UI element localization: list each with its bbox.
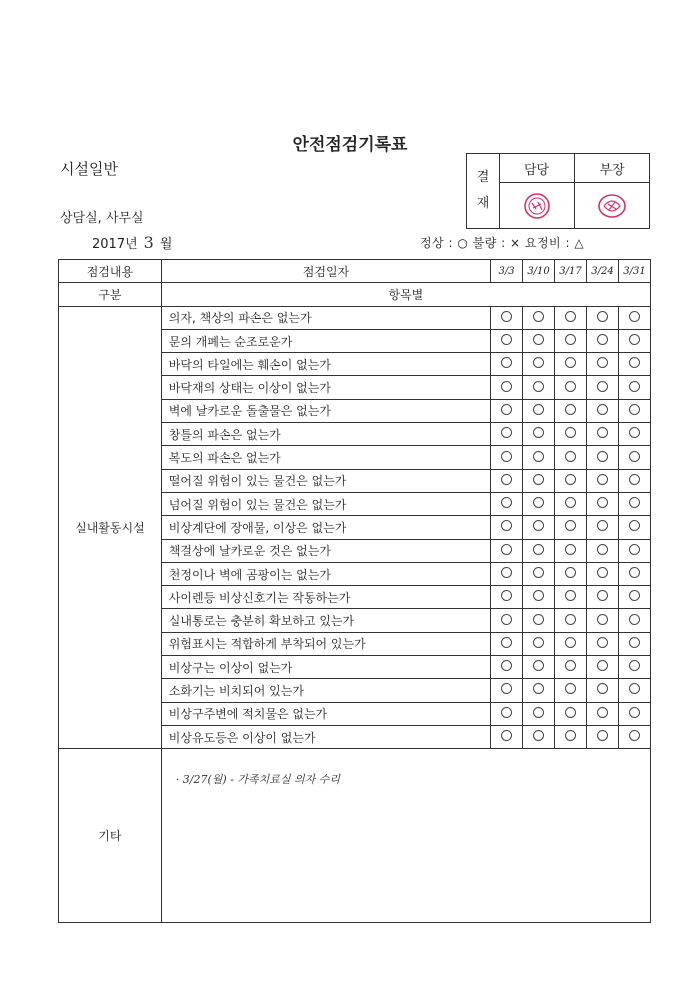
approval-col2-label: 부장 xyxy=(575,154,649,183)
circle-mark-icon xyxy=(565,614,576,625)
check-mark xyxy=(491,656,523,679)
row-category-label: 구분 xyxy=(59,283,162,306)
checklist-item: 천정이나 벽에 곰팡이는 없는가 xyxy=(161,562,490,585)
check-mark xyxy=(587,586,619,609)
circle-mark-icon xyxy=(501,451,512,462)
circle-mark-icon xyxy=(629,497,640,508)
other-label: 기타 xyxy=(59,749,162,923)
check-mark xyxy=(491,679,523,702)
check-mark xyxy=(491,446,523,469)
check-mark xyxy=(618,353,650,376)
rooms-label: 상담실, 사무실 xyxy=(60,211,144,226)
circle-mark-icon xyxy=(533,497,544,508)
check-mark xyxy=(523,632,555,655)
circle-mark-icon xyxy=(565,334,576,345)
check-mark xyxy=(523,656,555,679)
check-mark xyxy=(523,586,555,609)
check-mark xyxy=(523,539,555,562)
check-mark xyxy=(587,632,619,655)
check-mark xyxy=(618,539,650,562)
circle-mark-icon xyxy=(629,660,640,671)
check-mark xyxy=(523,702,555,725)
check-mark xyxy=(491,562,523,585)
circle-mark-icon xyxy=(565,637,576,648)
circle-mark-icon xyxy=(501,567,512,578)
check-mark xyxy=(618,306,650,329)
circle-mark-icon xyxy=(629,427,640,438)
circle-mark-icon xyxy=(501,730,512,741)
check-mark xyxy=(587,562,619,585)
date-line xyxy=(92,233,172,252)
check-mark xyxy=(523,306,555,329)
circle-mark-icon xyxy=(533,334,544,345)
checklist-item: 비상계단에 장애물, 이상은 없는가 xyxy=(161,516,490,539)
circle-mark-icon xyxy=(565,567,576,578)
check-mark xyxy=(491,539,523,562)
check-mark xyxy=(555,423,587,446)
check-mark xyxy=(618,399,650,422)
check-mark xyxy=(523,353,555,376)
circle-mark-icon xyxy=(629,730,640,741)
check-mark xyxy=(618,376,650,399)
check-mark xyxy=(587,656,619,679)
circle-mark-icon xyxy=(597,357,608,368)
circle-mark-icon xyxy=(565,474,576,485)
date-header: 3/3 xyxy=(491,260,523,283)
month-value: 3 xyxy=(143,233,154,252)
circle-mark-icon xyxy=(501,357,512,368)
check-mark xyxy=(491,492,523,515)
check-mark xyxy=(587,702,619,725)
stamp-icon xyxy=(499,183,574,229)
circle-mark-icon xyxy=(533,311,544,322)
circle-mark-icon xyxy=(597,683,608,694)
check-mark xyxy=(555,516,587,539)
circle-mark-icon xyxy=(533,544,544,555)
circle-mark-icon xyxy=(501,520,512,531)
checklist-item: 책걸상에 날카로운 것은 없는가 xyxy=(161,539,490,562)
check-mark xyxy=(618,492,650,515)
circle-mark-icon xyxy=(501,404,512,415)
circle-mark-icon xyxy=(533,660,544,671)
circle-mark-icon xyxy=(629,311,640,322)
check-mark xyxy=(587,423,619,446)
document-title: 안전점검기록표 xyxy=(292,135,408,155)
circle-mark-icon xyxy=(565,707,576,718)
circle-mark-icon xyxy=(629,707,640,718)
circle-mark-icon xyxy=(597,427,608,438)
check-mark xyxy=(523,376,555,399)
check-mark xyxy=(523,492,555,515)
circle-mark-icon xyxy=(501,334,512,345)
check-mark xyxy=(523,562,555,585)
date-header: 3/24 xyxy=(587,260,619,283)
check-mark xyxy=(618,469,650,492)
check-mark xyxy=(491,516,523,539)
circle-mark-icon xyxy=(501,683,512,694)
check-mark xyxy=(618,586,650,609)
circle-mark-icon xyxy=(597,334,608,345)
checklist-item: 사이렌등 비상신호기는 작동하는가 xyxy=(161,586,490,609)
circle-mark-icon xyxy=(597,497,608,508)
circle-mark-icon xyxy=(501,707,512,718)
status-legend: 정상 : ○ 불량 : × 요정비 : △ xyxy=(420,236,585,250)
check-mark xyxy=(618,423,650,446)
circle-mark-icon xyxy=(533,637,544,648)
circle-mark-icon xyxy=(533,707,544,718)
checklist-item: 떨어질 위험이 있는 물건은 없는가 xyxy=(161,469,490,492)
circle-mark-icon xyxy=(501,637,512,648)
check-mark xyxy=(587,539,619,562)
check-mark xyxy=(587,492,619,515)
check-mark xyxy=(523,679,555,702)
check-mark xyxy=(587,679,619,702)
check-mark xyxy=(491,586,523,609)
check-mark xyxy=(555,632,587,655)
check-mark xyxy=(523,516,555,539)
check-mark xyxy=(491,469,523,492)
approval-col-director xyxy=(575,154,649,228)
check-mark xyxy=(523,469,555,492)
circle-mark-icon xyxy=(565,357,576,368)
check-mark xyxy=(555,306,587,329)
check-mark xyxy=(587,376,619,399)
checklist-item: 벽에 날카로운 돌출물은 없는가 xyxy=(161,399,490,422)
circle-mark-icon xyxy=(629,544,640,555)
circle-mark-icon xyxy=(565,590,576,601)
check-mark xyxy=(587,469,619,492)
check-mark xyxy=(491,423,523,446)
row-items-label: 항목별 xyxy=(161,283,650,306)
circle-mark-icon xyxy=(565,497,576,508)
check-mark xyxy=(523,329,555,352)
circle-mark-icon xyxy=(629,334,640,345)
check-mark xyxy=(555,376,587,399)
check-mark xyxy=(555,656,587,679)
table-row xyxy=(59,306,651,329)
check-mark xyxy=(491,609,523,632)
circle-mark-icon xyxy=(597,567,608,578)
circle-mark-icon xyxy=(565,311,576,322)
check-mark xyxy=(555,562,587,585)
check-mark xyxy=(523,725,555,748)
section-label: 실내활동시설 xyxy=(59,306,162,749)
circle-mark-icon xyxy=(597,381,608,392)
circle-mark-icon xyxy=(629,357,640,368)
check-mark xyxy=(523,609,555,632)
circle-mark-icon xyxy=(597,660,608,671)
check-mark xyxy=(618,702,650,725)
checklist-item: 비상구는 이상이 없는가 xyxy=(161,656,490,679)
check-mark xyxy=(618,329,650,352)
circle-mark-icon xyxy=(597,637,608,648)
circle-mark-icon xyxy=(533,590,544,601)
circle-mark-icon xyxy=(533,683,544,694)
circle-mark-icon xyxy=(501,590,512,601)
check-mark xyxy=(587,516,619,539)
checklist-item: 바닥의 타일에는 훼손이 없는가 xyxy=(161,353,490,376)
check-mark xyxy=(555,329,587,352)
check-mark xyxy=(555,586,587,609)
circle-mark-icon xyxy=(629,404,640,415)
circle-mark-icon xyxy=(565,730,576,741)
check-mark xyxy=(555,609,587,632)
check-mark xyxy=(555,353,587,376)
circle-mark-icon xyxy=(629,590,640,601)
circle-mark-icon xyxy=(629,683,640,694)
circle-mark-icon xyxy=(501,544,512,555)
col-content-header: 점검내용 xyxy=(59,260,162,283)
circle-mark-icon xyxy=(501,311,512,322)
checklist-item: 넘어질 위험이 있는 물건은 없는가 xyxy=(161,492,490,515)
check-mark xyxy=(555,492,587,515)
handwritten-note: · 3/27(월) - 가족치료실 의자 수리 xyxy=(175,773,341,787)
circle-mark-icon xyxy=(597,544,608,555)
approval-col1-label: 담당 xyxy=(499,154,574,183)
checklist-item: 의자, 책상의 파손은 없는가 xyxy=(161,306,490,329)
circle-mark-icon xyxy=(597,404,608,415)
circle-mark-icon xyxy=(565,683,576,694)
circle-mark-icon xyxy=(533,614,544,625)
col-dates-header: 점검일자 xyxy=(161,260,490,283)
check-mark xyxy=(555,399,587,422)
check-mark xyxy=(491,353,523,376)
checklist-item: 문의 개폐는 순조로운가 xyxy=(161,329,490,352)
year-label: 2017년 xyxy=(92,237,138,252)
check-mark xyxy=(618,725,650,748)
circle-mark-icon xyxy=(597,614,608,625)
notes-cell xyxy=(161,749,650,923)
circle-mark-icon xyxy=(533,381,544,392)
stamp-icon xyxy=(575,183,649,229)
check-mark xyxy=(523,399,555,422)
approval-side-label: 결 재 xyxy=(467,154,500,228)
check-mark xyxy=(618,516,650,539)
circle-mark-icon xyxy=(629,451,640,462)
date-header: 3/17 xyxy=(555,260,587,283)
checklist-item: 창틀의 파손은 없는가 xyxy=(161,423,490,446)
circle-mark-icon xyxy=(565,520,576,531)
check-mark xyxy=(555,469,587,492)
checklist-item: 복도의 파손은 없는가 xyxy=(161,446,490,469)
circle-mark-icon xyxy=(629,474,640,485)
notes-row xyxy=(59,749,651,923)
circle-mark-icon xyxy=(501,474,512,485)
circle-mark-icon xyxy=(597,590,608,601)
check-mark xyxy=(587,329,619,352)
check-mark xyxy=(587,446,619,469)
circle-mark-icon xyxy=(565,381,576,392)
circle-mark-icon xyxy=(565,427,576,438)
circle-mark-icon xyxy=(629,381,640,392)
circle-mark-icon xyxy=(501,614,512,625)
circle-mark-icon xyxy=(533,404,544,415)
circle-mark-icon xyxy=(501,427,512,438)
checklist-item: 소화기는 비치되어 있는가 xyxy=(161,679,490,702)
date-header: 3/31 xyxy=(618,260,650,283)
circle-mark-icon xyxy=(501,497,512,508)
month-label: 월 xyxy=(159,237,173,252)
approval-box xyxy=(466,153,650,229)
checklist-item: 실내통로는 충분히 확보하고 있는가 xyxy=(161,609,490,632)
check-mark xyxy=(618,656,650,679)
circle-mark-icon xyxy=(533,451,544,462)
approval-col-manager xyxy=(499,154,575,228)
circle-mark-icon xyxy=(565,451,576,462)
check-mark xyxy=(618,562,650,585)
circle-mark-icon xyxy=(533,567,544,578)
check-mark xyxy=(555,702,587,725)
circle-mark-icon xyxy=(533,730,544,741)
checklist-item: 비상구주변에 적치물은 없는가 xyxy=(161,702,490,725)
circle-mark-icon xyxy=(629,614,640,625)
circle-mark-icon xyxy=(565,544,576,555)
circle-mark-icon xyxy=(533,520,544,531)
check-mark xyxy=(587,306,619,329)
circle-mark-icon xyxy=(501,660,512,671)
circle-mark-icon xyxy=(565,404,576,415)
check-mark xyxy=(555,679,587,702)
checklist-item: 바닥재의 상태는 이상이 없는가 xyxy=(161,376,490,399)
check-mark xyxy=(523,446,555,469)
check-mark xyxy=(491,306,523,329)
check-mark xyxy=(618,632,650,655)
circle-mark-icon xyxy=(597,520,608,531)
check-mark xyxy=(587,609,619,632)
circle-mark-icon xyxy=(629,637,640,648)
check-mark xyxy=(491,329,523,352)
circle-mark-icon xyxy=(501,381,512,392)
check-mark xyxy=(523,423,555,446)
check-mark xyxy=(555,539,587,562)
check-mark xyxy=(618,609,650,632)
circle-mark-icon xyxy=(629,520,640,531)
check-mark xyxy=(491,632,523,655)
inspection-table xyxy=(58,259,651,923)
checklist-item: 위험표시는 적합하게 부착되어 있는가 xyxy=(161,632,490,655)
category-row xyxy=(59,283,651,306)
check-mark xyxy=(618,679,650,702)
circle-mark-icon xyxy=(565,660,576,671)
checklist-item: 비상유도등은 이상이 없는가 xyxy=(161,725,490,748)
check-mark xyxy=(491,702,523,725)
circle-mark-icon xyxy=(597,311,608,322)
date-header: 3/10 xyxy=(523,260,555,283)
circle-mark-icon xyxy=(597,474,608,485)
check-mark xyxy=(491,399,523,422)
facility-label: 시설일반 xyxy=(60,160,118,178)
circle-mark-icon xyxy=(597,707,608,718)
check-mark xyxy=(491,376,523,399)
circle-mark-icon xyxy=(597,451,608,462)
circle-mark-icon xyxy=(629,567,640,578)
circle-mark-icon xyxy=(533,427,544,438)
check-mark xyxy=(555,446,587,469)
circle-mark-icon xyxy=(597,730,608,741)
header-row xyxy=(59,260,651,283)
check-mark xyxy=(587,353,619,376)
check-mark xyxy=(555,725,587,748)
check-mark xyxy=(587,399,619,422)
circle-mark-icon xyxy=(533,357,544,368)
circle-mark-icon xyxy=(533,474,544,485)
check-mark xyxy=(491,725,523,748)
check-mark xyxy=(587,725,619,748)
check-mark xyxy=(618,446,650,469)
